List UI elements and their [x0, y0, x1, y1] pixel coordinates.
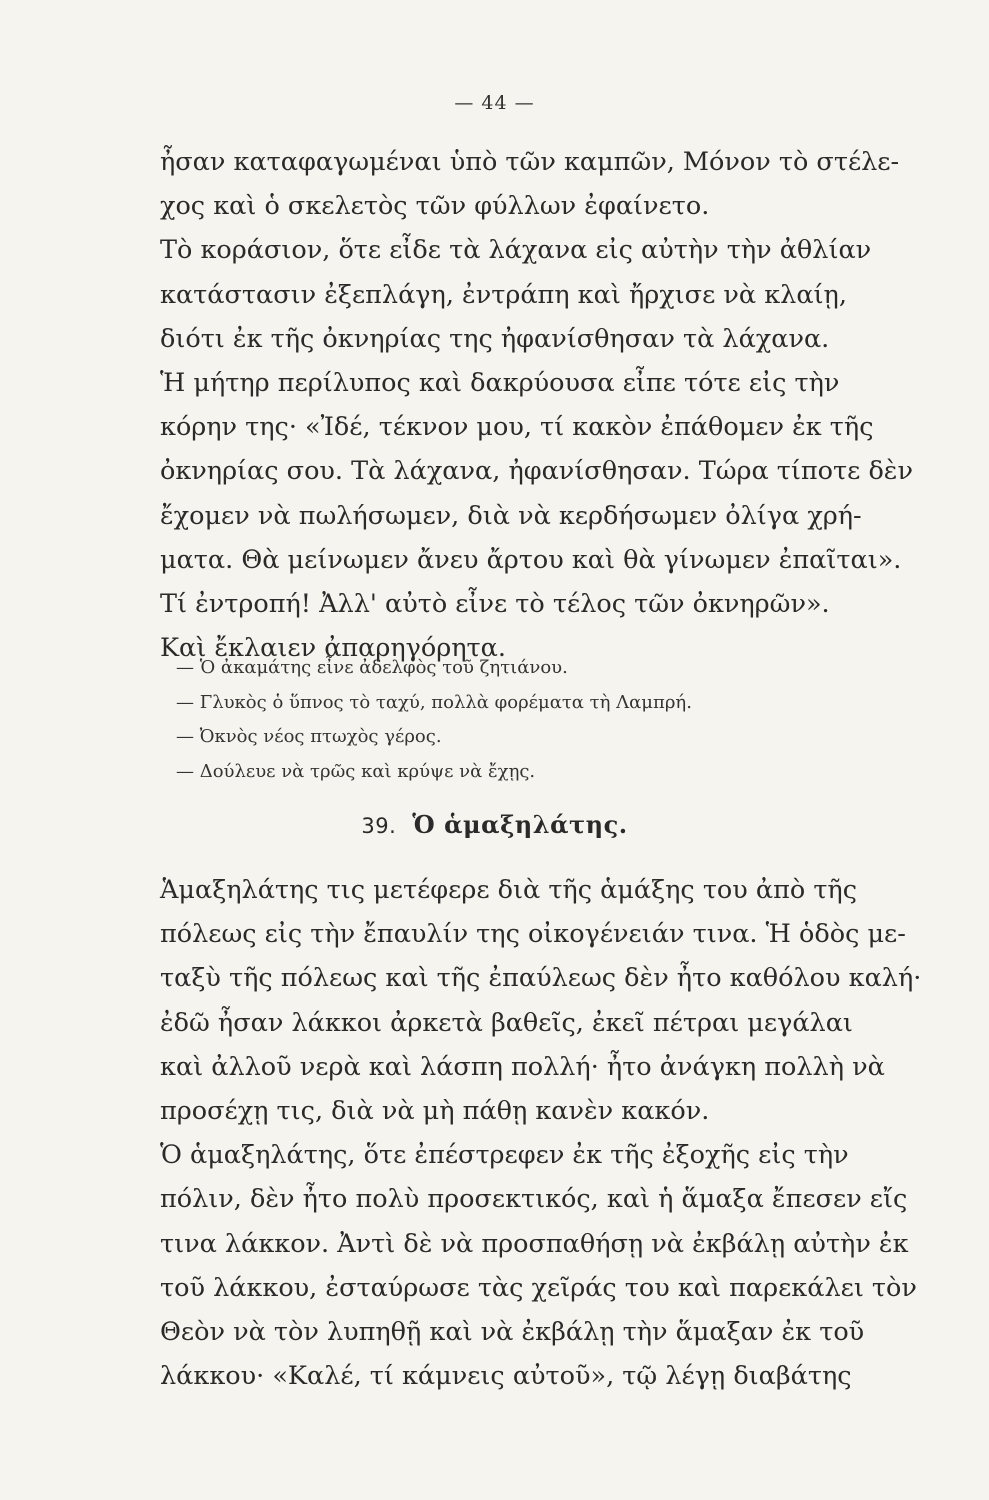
text-line: τοῦ λάκκου, ἐσταύρωσε τὰς χεῖράς του καὶ παρεκάλει τὸν: [160, 1272, 917, 1303]
section-title: Ὁ ἁμαξηλάτης.: [412, 810, 628, 839]
text-line: Θεὸν νὰ τὸν λυπηθῇ καὶ νὰ ἐκβάλῃ τὴν ἅμαξαν ἐκ τοῦ: [160, 1316, 865, 1347]
text-line: ἐδῶ ἦσαν λάκκοι ἀρκετὰ βαθεῖς, ἐκεῖ πέτραι μεγάλαι: [160, 1007, 853, 1038]
text-line: Τὸ κοράσιον, ὅτε εἶδε τὰ λάχανα εἰς αὐτὴν τὴν ἀθλίαν: [160, 235, 872, 266]
text-line: κόρην της· «Ἰδέ, τέκνον μου, τί κακὸν ἐπάθομεν ἐκ τῆς: [160, 412, 874, 443]
text-line: Ἡ μήτηρ περίλυπος καὶ δακρύουσα εἶπε τότε εἰς τὴν: [160, 367, 840, 398]
text-line: ἦσαν καταφαγωμέναι ὑπὸ τῶν καμπῶν, Μόνον τὸ στέλε-: [160, 147, 900, 177]
proverb: — Δούλευε νὰ τρῶς καὶ κρύψε νὰ ἔχῃς.: [176, 760, 536, 782]
text-line: λάκκου· «Καλέ, τί κάμνεις αὐτοῦ», τῷ λέγῃ διαβάτης: [160, 1361, 852, 1392]
text-line: Ὁ ἁμαξηλάτης, ὅτε ἐπέστρεφεν ἐκ τῆς ἐξοχῆς εἰς τὴν: [160, 1140, 849, 1171]
text-line: διότι ἐκ τῆς ὀκνηρίας της ἠφανίσθησαν τὰ λάχανα.: [160, 323, 830, 354]
text-line: καὶ ἀλλοῦ νερὰ καὶ λάσπη πολλή· ἦτο ἀνάγκη πολλὴ νὰ: [160, 1051, 885, 1082]
text-line: ματα. Θὰ μείνωμεν ἄνευ ἄρτου καὶ θὰ γίνωμεν ἐπαῖται».: [160, 544, 902, 575]
text-line: ἔχομεν νὰ πωλήσωμεν, διὰ νὰ κερδήσωμεν ὀλίγα χρή-: [160, 500, 862, 531]
section-heading: [0, 810, 989, 839]
text-line: ταξὺ τῆς πόλεως καὶ τῆς ἐπαύλεως δὲν ἦτο καθόλου καλή·: [160, 963, 922, 994]
proverbs-list: [176, 651, 692, 789]
proverb: — Ὀκνὸς νέος πτωχὸς γέρος.: [176, 726, 442, 747]
text-line: χος καὶ ὁ σκελετὸς τῶν φύλλων ἐφαίνετο.: [160, 191, 710, 222]
section-number: 39.: [361, 814, 397, 838]
text-line: Καὶ ἔκλαιεν ἀπαρηγόρητα.: [160, 633, 506, 664]
text-line: πόλιν, δὲν ἦτο πολὺ προσεκτικός, καὶ ἡ ἅμαξα ἔπεσεν εἴς: [160, 1184, 908, 1215]
text-line: ὀκνηρίας σου. Τὰ λάχανα, ἠφανίσθησαν. Τώρα τίποτε δὲν: [160, 456, 913, 487]
text-line: προσέχῃ τις, διὰ νὰ μὴ πάθῃ κανὲν κακόν.: [160, 1095, 710, 1126]
paragraph-lazy-girl: [160, 140, 950, 670]
text-line: Ἁμαξηλάτης τις μετέφερε διὰ τῆς ἁμάξης του ἀπὸ τῆς: [160, 875, 857, 905]
proverb: — Ὁ ἀκαμάτης εἶνε ἀδελφὸς τοῦ ζητιάνου.: [176, 657, 568, 678]
text-line: κατάστασιν ἐξεπλάγη, ἐντράπη καὶ ἤρχισε νὰ κλαίῃ,: [160, 279, 847, 310]
text-line: τινα λάκκον. Ἀντὶ δὲ νὰ προσπαθήσῃ νὰ ἐκβάλῃ αὐτὴν ἐκ: [160, 1228, 909, 1259]
paragraph-coachman: [160, 868, 950, 1398]
text-line: Τί ἐντροπή! Ἀλλ' αὐτὸ εἶνε τὸ τέλος τῶν ὀκνηρῶν».: [160, 588, 830, 619]
page-number: — 44 —: [454, 92, 535, 114]
proverb: — Γλυκὸς ὁ ὕπνος τὸ ταχύ, πολλὰ φορέματα τὴ Λαμπρή.: [176, 691, 692, 713]
text-line: πόλεως εἰς τὴν ἔπαυλίν της οἰκογένειάν τινα. Ἡ ὁδὸς με-: [160, 919, 906, 950]
